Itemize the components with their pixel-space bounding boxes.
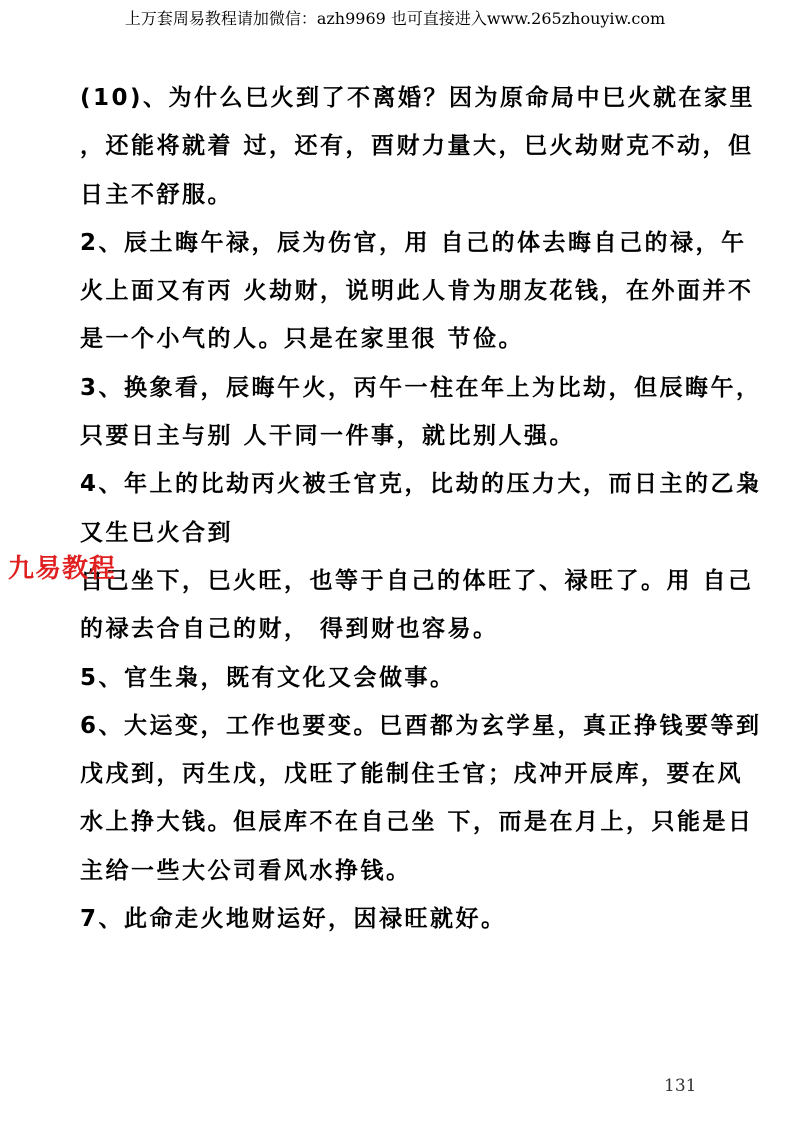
text-line: 2、辰土晦午禄，辰为伤官，用 自己的体去晦自己的禄，午 (80, 229, 747, 256)
text-line: 戊戌到，丙生戊，戊旺了能制住壬官；戌冲开辰库，要在风 (80, 761, 743, 788)
watermark-logo-text: 九易教程 (8, 554, 117, 584)
text-line: 3、换象看，辰晦午火，丙午一柱在年上为比劫，但辰晦午， (80, 374, 762, 401)
text-line: 日主不舒服。 (80, 181, 233, 208)
page-number: 131 (664, 1076, 697, 1096)
text-line: 7、此命走火地财运好，因禄旺就好。 (80, 906, 507, 933)
header-advert-text: 上万套周易教程请加微信：azh9969 也可直接进入www.265zhouyiw.com (124, 9, 666, 28)
text-line: 水上挣大钱。但辰库不在自己坐 下，而是在月上，只能是日 (80, 809, 754, 836)
text-line: 火上面又有丙 火劫财，说明此人肯为朋友花钱，在外面并不 (80, 278, 754, 305)
text-line: (10)、为什么巳火到了不离婚？因为原命局中巳火就在家里 (80, 85, 756, 111)
text-line: 是一个小气的人。只是在家里很 节俭。 (80, 326, 525, 353)
text-line: 自己坐下，巳火旺，也等于自己的体旺了、禄旺了。用 自己 (80, 567, 754, 594)
text-line: 主给一些大公司看风水挣钱。 (80, 857, 412, 884)
text-line: 又生巳火合到 (80, 519, 233, 546)
text-line: 的禄去合自己的财， 得到财也容易。 (80, 616, 499, 643)
text-line: 5、官生枭，既有文化又会做事。 (80, 664, 456, 691)
body-text (80, 80, 760, 949)
text-line: ，还能将就着 过，还有，酉财力量大，巳火劫财克不动，但 (80, 133, 754, 160)
text-line: 只要日主与别 人干同一件事，就比别人强。 (80, 423, 576, 450)
text-line: 6、大运变，工作也要变。巳酉都为玄学星，真正挣钱要等到 (80, 712, 762, 739)
text-line: 4、年上的比劫丙火被壬官克，比劫的压力大，而日主的乙枭 (80, 471, 762, 498)
